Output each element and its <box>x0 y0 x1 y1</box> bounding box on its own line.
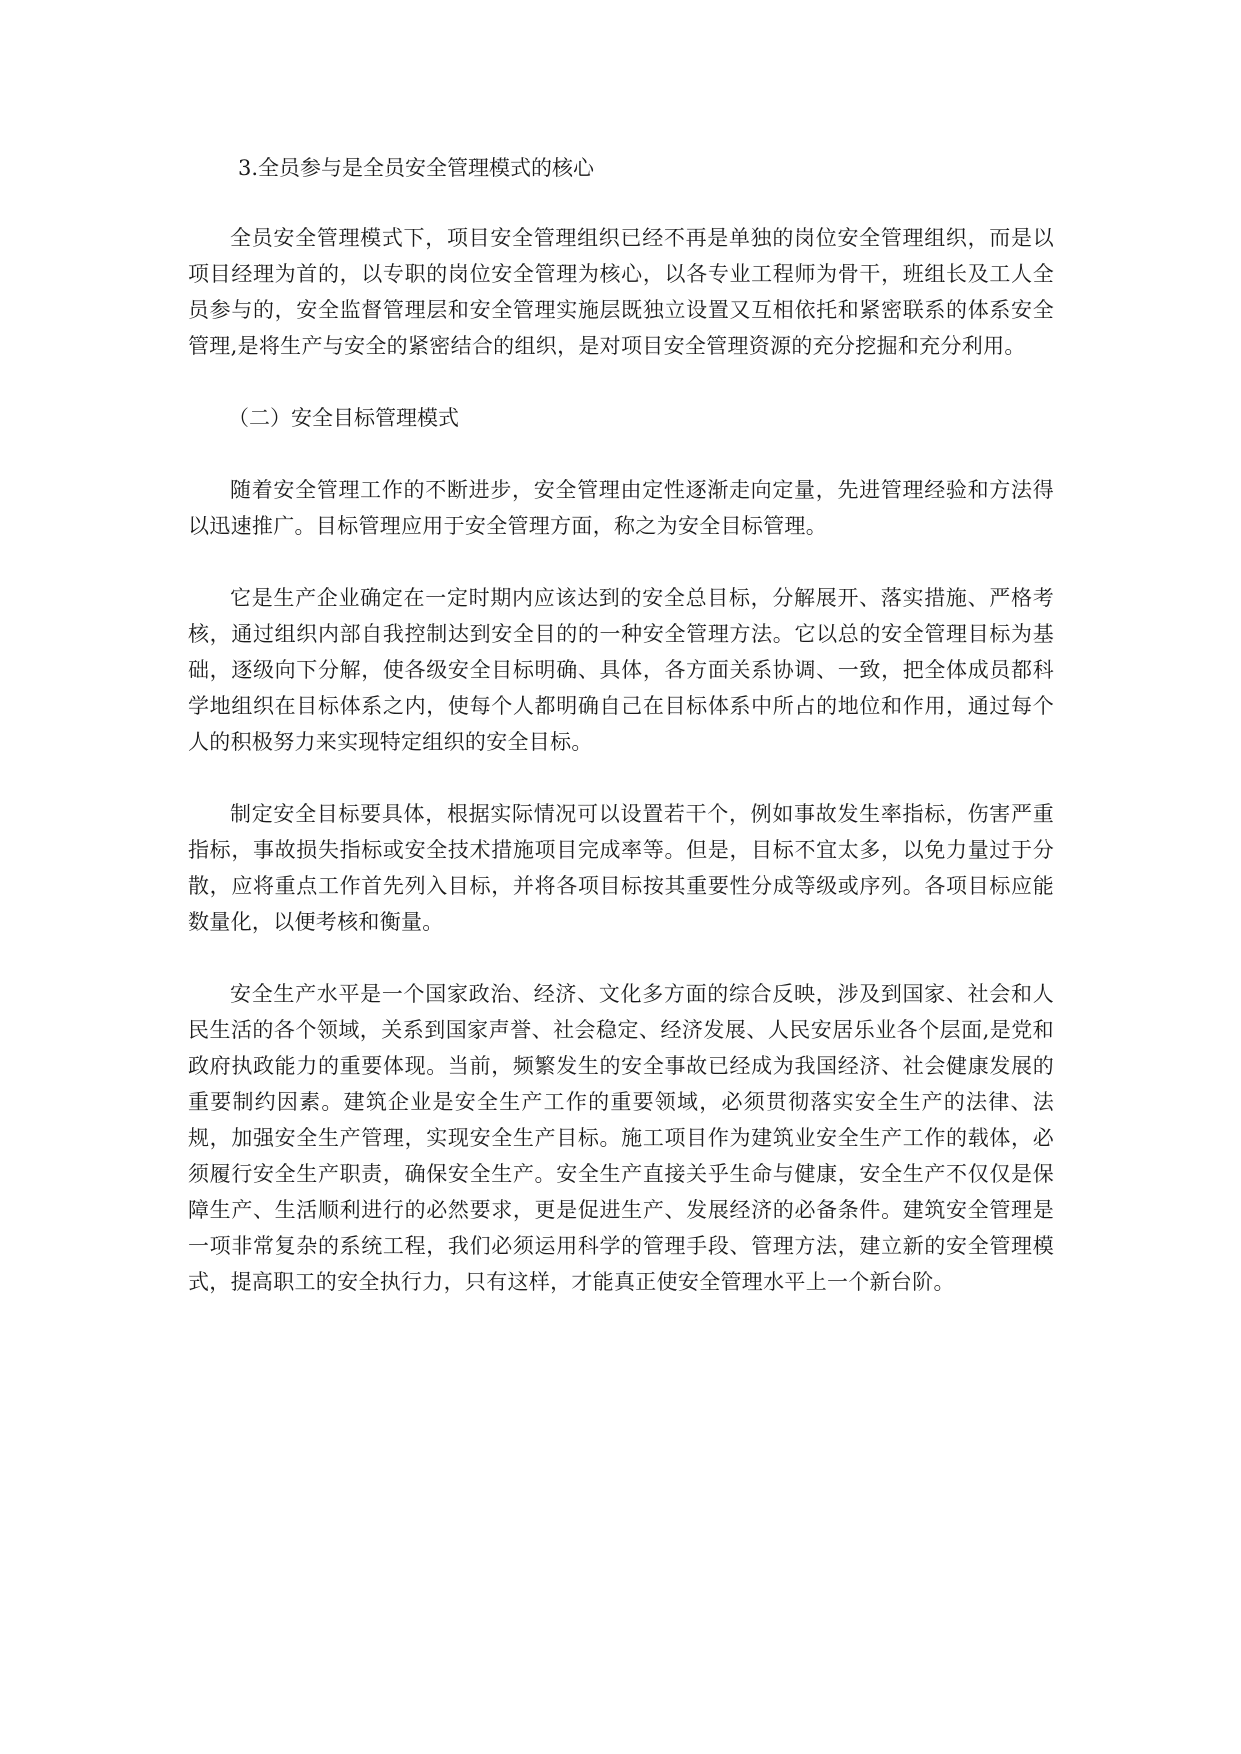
section-heading: 3.全员参与是全员安全管理模式的核心 <box>238 156 595 180</box>
document-body <box>188 150 1054 1300</box>
subsection-heading: （二）安全目标管理模式 <box>228 406 459 430</box>
spacer <box>188 940 1054 976</box>
paragraph-target-management-intro: 随着安全管理工作的不断进步，安全管理由定性逐渐走向定量，先进管理经验和方法得以迅速推广。目标管理应用于安全管理方面，称之为安全目标管理。 <box>188 478 1054 538</box>
paragraph-safety-production-level: 安全生产水平是一个国家政治、经济、文化多方面的综合反映，涉及到国家、社会和人民生活的各个领域，关系到国家声誉、社会稳定、经济发展、人民安居乐业各个层面,是党和政府执政能力的重要体现。当前，频繁发生的安全事故已经成为我国经济、社会健康发展的重要制约因素。建筑企业是安全生产工作的重要领域，必须贯彻落实安全生产的法律、法规，加强安全生产管理，实现安全生产目标。施工项目作为建筑业安全生产工作的载体，必须履行安全生产职责，确保安全生产。安全生产直接关乎生命与健康，安全生产不仅仅是保障生产、生活顺利进行的必然要求，更是促进生产、发展经济的必备条件。建筑安全管理是一项非常复杂的系统工程，我们必须运用科学的管理手段、管理方法，建立新的安全管理模式，提高职工的安全执行力，只有这样，才能真正使安全管理水平上一个新台阶。 <box>188 982 1054 1294</box>
paragraph-target-definition: 它是生产企业确定在一定时期内应该达到的安全总目标，分解展开、落实措施、严格考核，通过组织内部自我控制达到安全目的的一种安全管理方法。它以总的安全管理目标为基础，逐级向下分解，使各级安全目标明确、具体，各方面关系协调、一致，把全体成员都科学地组织在目标体系之内，使每个人都明确自己在目标体系中所占的地位和作用，通过每个人的积极努力来实现特定组织的安全目标。 <box>188 586 1054 754</box>
paragraph-full-participation: 全员安全管理模式下，项目安全管理组织已经不再是单独的岗位安全管理组织，而是以项目经理为首的，以专职的岗位安全管理为核心，以各专业工程师为骨干，班组长及工人全员参与的，安全监督管理层和安全管理实施层既独立设置又互相依托和紧密联系的体系安全管理,是将生产与安全的紧密结合的组织，是对项目安全管理资源的充分挖掘和充分利用。 <box>188 226 1054 358</box>
spacer <box>188 364 1054 400</box>
spacer <box>188 760 1054 796</box>
paragraph-target-setting: 制定安全目标要具体，根据实际情况可以设置若干个，例如事故发生率指标，伤害严重指标，事故损失指标或安全技术措施项目完成率等。但是，目标不宜太多，以免力量过于分散，应将重点工作首先列入目标，并将各项目标按其重要性分成等级或序列。各项目标应能数量化，以便考核和衡量。 <box>188 802 1054 934</box>
spacer <box>188 544 1054 580</box>
spacer <box>188 436 1054 472</box>
spacer <box>188 186 1054 220</box>
